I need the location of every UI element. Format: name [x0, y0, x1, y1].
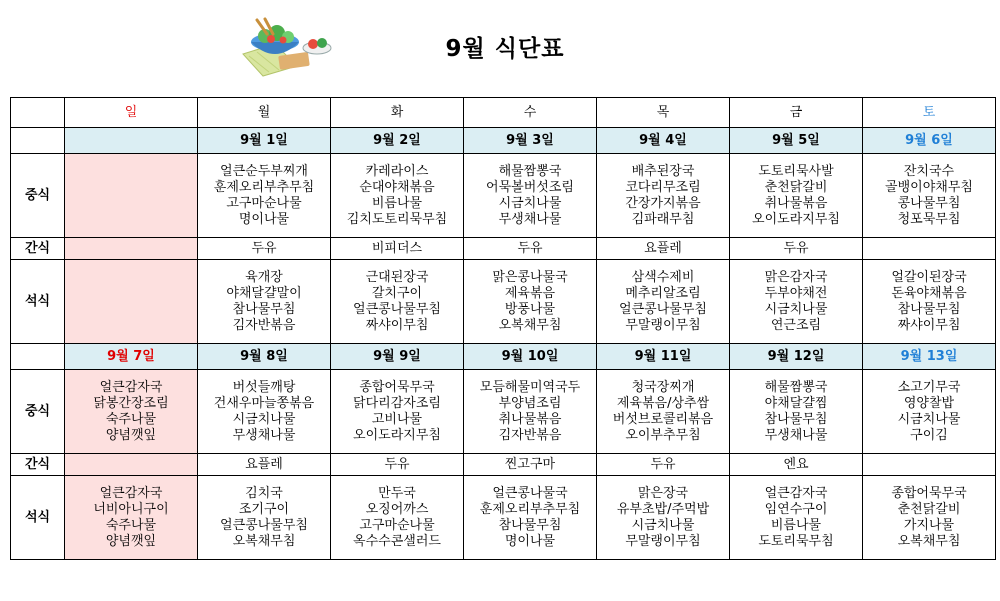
menu-item: 무말랭이무침 [625, 533, 701, 549]
menu-item: 코다리무조림 [625, 179, 701, 195]
menu-item: 김파래무침 [631, 211, 695, 227]
menu-item: 건새우마늘쫑볶음 [213, 395, 315, 411]
lunch-cell [464, 154, 597, 238]
menu-item: 유부초밥/주먹밥 [616, 501, 710, 517]
dinner-cell [597, 476, 730, 560]
menu-item: 청국장찌개 [631, 379, 695, 395]
menu-item: 얼큰감자국 [99, 485, 163, 501]
menu-item: 임연수구이 [764, 501, 828, 517]
menu-item: 배추된장국 [631, 163, 695, 179]
date-cell: 9월 8일 [198, 344, 331, 370]
day-header-row [11, 98, 996, 128]
menu-item: 메추리알조림 [625, 285, 701, 301]
lunch-cell [198, 154, 331, 238]
date-cell: 9월 1일 [198, 128, 331, 154]
corner-cell [11, 98, 65, 128]
menu-item: 무말랭이무침 [625, 317, 701, 333]
menu-item: 삼색수제비 [631, 269, 695, 285]
date-cell: 9월 9일 [331, 344, 464, 370]
menu-item: 오이도라지무침 [752, 211, 840, 227]
menu-item: 김자반볶음 [232, 317, 296, 333]
menu-item: 참나물무침 [232, 301, 296, 317]
date-cell: 9월 2일 [331, 128, 464, 154]
menu-item: 해물짬뽕국 [764, 379, 828, 395]
menu-item: 돈육야채볶음 [891, 285, 967, 301]
menu-item: 제육볶음 [504, 285, 556, 301]
menu-item: 얼큰콩나물무침 [619, 301, 707, 317]
page-title: 9월 식단표 [445, 36, 565, 62]
snack-cell: 비피더스 [331, 238, 464, 260]
menu-item: 모듬해물미역국두 [479, 379, 581, 395]
menu-item: 얼큰콩나물무침 [353, 301, 441, 317]
menu-item: 시금치나물 [897, 411, 961, 427]
menu-item: 닭다리감자조림 [353, 395, 441, 411]
lunch-cell [65, 154, 198, 238]
menu-item: 양념깻잎 [105, 533, 157, 549]
menu-item: 잔치국수 [903, 163, 955, 179]
menu-item: 가지나물 [903, 517, 955, 533]
day-header-2: 화 [331, 98, 464, 128]
menu-item: 김자반볶음 [498, 427, 562, 443]
dinner-cell [198, 476, 331, 560]
dinner-cell [464, 260, 597, 344]
menu-item: 숙주나물 [105, 517, 157, 533]
date-row [11, 344, 996, 370]
menu-item: 카레라이스 [365, 163, 429, 179]
menu-item: 취나물볶음 [498, 411, 562, 427]
menu-item: 비름나물 [770, 517, 822, 533]
lunch-cell [198, 370, 331, 454]
menu-item: 청포묵무침 [897, 211, 961, 227]
date-cell: 9월 12일 [730, 344, 863, 370]
menu-item: 고구마순나물 [359, 517, 435, 533]
dinner-cell [331, 260, 464, 344]
snack-label: 간식 [11, 238, 65, 260]
menu-item: 야채달걀찜 [764, 395, 828, 411]
menu-item: 참나물무침 [764, 411, 828, 427]
menu-item: 간장가지볶음 [625, 195, 701, 211]
menu-item: 골뱅이야채무침 [885, 179, 973, 195]
date-cell: 9월 5일 [730, 128, 863, 154]
dinner-row [11, 476, 996, 560]
date-cell: 9월 11일 [597, 344, 730, 370]
lunch-cell [863, 370, 996, 454]
snack-cell: 요플레 [597, 238, 730, 260]
menu-item: 소고기무국 [897, 379, 961, 395]
menu-item: 참나물무침 [897, 301, 961, 317]
menu-item: 얼큰콩나물무침 [220, 517, 308, 533]
menu-item: 영양찰밥 [903, 395, 955, 411]
snack-row [11, 238, 996, 260]
menu-item: 육개장 [245, 269, 283, 285]
menu-item: 오복채무침 [897, 533, 961, 549]
dinner-cell [863, 476, 996, 560]
menu-item: 방풍나물 [504, 301, 556, 317]
menu-item: 근대된장국 [365, 269, 429, 285]
menu-item: 시금치나물 [764, 301, 828, 317]
menu-item: 시금치나물 [232, 411, 296, 427]
menu-item: 연근조림 [770, 317, 822, 333]
dinner-cell [65, 476, 198, 560]
dinner-cell [65, 260, 198, 344]
menu-item: 무생채나물 [764, 427, 828, 443]
menu-item: 숙주나물 [105, 411, 157, 427]
lunch-cell [597, 154, 730, 238]
day-header-6: 토 [863, 98, 996, 128]
snack-label: 간식 [11, 454, 65, 476]
menu-item: 맑은콩나물국 [492, 269, 568, 285]
date-cell: 9월 4일 [597, 128, 730, 154]
date-label-cell [11, 128, 65, 154]
snack-cell: 두유 [730, 238, 863, 260]
dinner-label: 석식 [11, 260, 65, 344]
menu-item: 맑은장국 [637, 485, 689, 501]
menu-item: 훈제오리부추무침 [213, 179, 315, 195]
menu-item: 고구마순나물 [226, 195, 302, 211]
menu-item: 조기구이 [238, 501, 290, 517]
lunch-cell [464, 370, 597, 454]
date-cell [65, 128, 198, 154]
menu-item: 무생채나물 [498, 211, 562, 227]
snack-row [11, 454, 996, 476]
menu-item: 맑은감자국 [764, 269, 828, 285]
dinner-cell [198, 260, 331, 344]
menu-item: 순대야채볶음 [359, 179, 435, 195]
snack-cell [863, 238, 996, 260]
salad-logo [235, 14, 335, 78]
dinner-cell [331, 476, 464, 560]
snack-cell: 두유 [464, 238, 597, 260]
menu-item: 명이나물 [238, 211, 290, 227]
date-label-cell [11, 344, 65, 370]
lunch-row [11, 154, 996, 238]
menu-item: 춘천닭갈비 [897, 501, 961, 517]
menu-item: 시금치나물 [631, 517, 695, 533]
day-header-0: 일 [65, 98, 198, 128]
day-header-3: 수 [464, 98, 597, 128]
menu-item: 얼큰순두부찌개 [220, 163, 308, 179]
menu-item: 명이나물 [504, 533, 556, 549]
lunch-cell [730, 370, 863, 454]
menu-item: 비름나물 [371, 195, 423, 211]
menu-item: 짜샤이무침 [897, 317, 961, 333]
menu-item: 두부야채전 [764, 285, 828, 301]
menu-item: 도토리묵무침 [758, 533, 834, 549]
menu-item: 오복채무침 [232, 533, 296, 549]
menu-item: 제육볶음/상추쌈 [616, 395, 710, 411]
menu-item: 도토리묵사발 [758, 163, 834, 179]
menu-item: 어묵볼버섯조림 [486, 179, 574, 195]
snack-cell: 두유 [597, 454, 730, 476]
dinner-cell [863, 260, 996, 344]
snack-cell [863, 454, 996, 476]
snack-cell: 두유 [331, 454, 464, 476]
snack-cell: 요플레 [198, 454, 331, 476]
date-cell: 9월 7일 [65, 344, 198, 370]
date-cell: 9월 3일 [464, 128, 597, 154]
lunch-label: 중식 [11, 154, 65, 238]
dinner-label: 석식 [11, 476, 65, 560]
menu-item: 양념깻잎 [105, 427, 157, 443]
menu-item: 버섯들깨탕 [232, 379, 296, 395]
menu-item: 무생채나물 [232, 427, 296, 443]
menu-item: 얼큰콩나물국 [492, 485, 568, 501]
menu-item: 콩나물무침 [897, 195, 961, 211]
snack-cell: 두유 [198, 238, 331, 260]
lunch-cell [863, 154, 996, 238]
day-header-4: 목 [597, 98, 730, 128]
menu-item: 김치국 [245, 485, 283, 501]
dinner-cell [730, 476, 863, 560]
menu-item: 훈제오리부추무침 [479, 501, 581, 517]
date-cell: 9월 13일 [863, 344, 996, 370]
lunch-cell [65, 370, 198, 454]
date-cell: 9월 10일 [464, 344, 597, 370]
snack-cell: 엔요 [730, 454, 863, 476]
menu-item: 해물짬뽕국 [498, 163, 562, 179]
dinner-cell [597, 260, 730, 344]
menu-item: 참나물무침 [498, 517, 562, 533]
menu-item: 종합어묵무국 [891, 485, 967, 501]
date-row [11, 128, 996, 154]
day-header-5: 금 [730, 98, 863, 128]
menu-item: 오복채무침 [498, 317, 562, 333]
snack-cell [65, 454, 198, 476]
lunch-cell [597, 370, 730, 454]
lunch-cell [730, 154, 863, 238]
menu-item: 종합어묵무국 [359, 379, 435, 395]
dinner-row [11, 260, 996, 344]
menu-item: 구이김 [910, 427, 948, 443]
dinner-cell [464, 476, 597, 560]
snack-cell: 찐고구마 [464, 454, 597, 476]
menu-item: 닭봉간장조림 [93, 395, 169, 411]
menu-item: 얼큰감자국 [764, 485, 828, 501]
menu-item: 오이도라지무침 [353, 427, 441, 443]
menu-item: 너비아니구이 [93, 501, 169, 517]
snack-cell [65, 238, 198, 260]
menu-item: 갈치구이 [371, 285, 423, 301]
menu-item: 야채달걀말이 [226, 285, 302, 301]
menu-item: 오이부추무침 [625, 427, 701, 443]
menu-table [10, 97, 996, 560]
menu-item: 시금치나물 [498, 195, 562, 211]
menu-item: 고비나물 [371, 411, 423, 427]
menu-item: 짜샤이무침 [365, 317, 429, 333]
menu-item: 얼갈이된장국 [891, 269, 967, 285]
date-cell: 9월 6일 [863, 128, 996, 154]
dinner-cell [730, 260, 863, 344]
menu-item: 버섯브로콜리볶음 [612, 411, 714, 427]
lunch-cell [331, 370, 464, 454]
menu-item: 춘천닭갈비 [764, 179, 828, 195]
menu-item: 얼큰감자국 [99, 379, 163, 395]
lunch-cell [331, 154, 464, 238]
menu-item: 오징어까스 [365, 501, 429, 517]
lunch-row [11, 370, 996, 454]
menu-item: 김치도토리묵무침 [346, 211, 448, 227]
menu-item: 옥수수콘샐러드 [353, 533, 441, 549]
menu-item: 부양념조림 [498, 395, 562, 411]
menu-item: 만두국 [378, 485, 416, 501]
lunch-label: 중식 [11, 370, 65, 454]
day-header-1: 월 [198, 98, 331, 128]
menu-item: 취나물볶음 [764, 195, 828, 211]
